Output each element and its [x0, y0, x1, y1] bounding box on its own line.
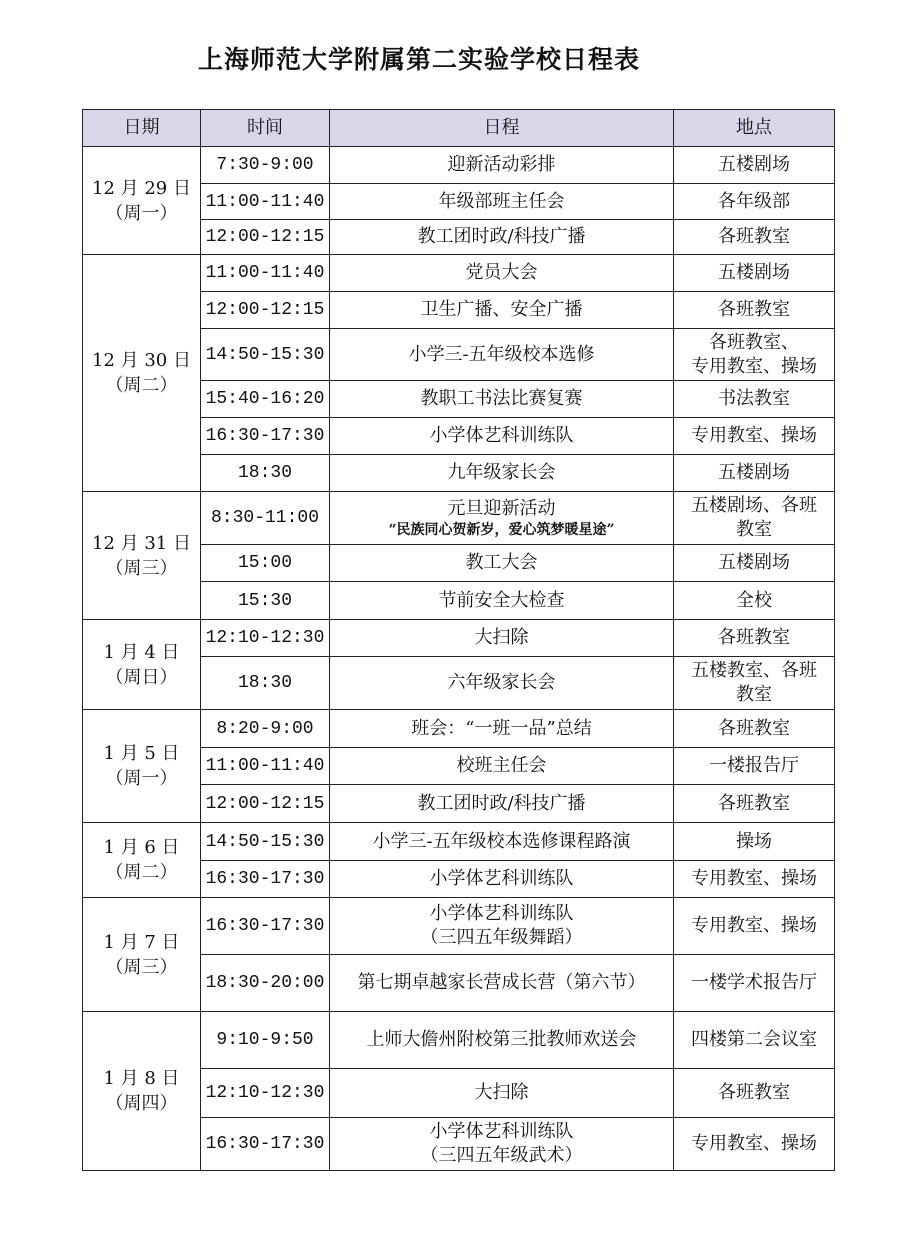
table-row [83, 620, 835, 657]
event-text: 迎新活动彩排 [447, 154, 556, 175]
table-row [83, 147, 835, 184]
time-cell: 15:00 [201, 545, 330, 582]
place-text: 五楼剧场 [718, 154, 790, 175]
date-text: 1 月 8 日 [103, 1068, 180, 1089]
event-cell [330, 861, 674, 898]
date-cell [83, 1012, 201, 1171]
place-text: 各班教室 [718, 627, 790, 648]
event-cell [330, 1069, 674, 1118]
place-cell [674, 823, 835, 861]
table-row [83, 1012, 835, 1069]
time-cell: 8:20-9:00 [201, 710, 330, 748]
place-text: 各班教室 [718, 299, 790, 320]
event-text: 九年级家长会 [447, 462, 556, 483]
place-text: 五楼剧场、各班 [691, 495, 817, 516]
event-cell [330, 710, 674, 748]
place-text-line2: 专用教室、操场 [691, 355, 817, 377]
event-cell [330, 455, 674, 492]
weekday-text: （周三） [105, 956, 178, 978]
date-text: 12 月 29 日 [92, 177, 191, 199]
weekday-text: （周二） [105, 862, 178, 883]
event-text: 小学体艺科训练队 [429, 868, 574, 889]
event-text: 节前安全大检查 [438, 589, 565, 611]
date-text: 1 月 5 日 [103, 743, 180, 764]
date-cell [83, 255, 201, 492]
place-text: 书法教室 [718, 388, 790, 409]
place-cell [674, 582, 835, 620]
date-cell [83, 492, 201, 620]
place-cell [674, 455, 835, 492]
time-cell: 8:30-11:00 [201, 492, 330, 545]
date-text: 1 月 6 日 [103, 837, 180, 858]
place-text-line2: 教室 [736, 684, 772, 705]
table-row [83, 710, 835, 748]
place-cell [674, 748, 835, 785]
place-text: 五楼剧场 [718, 462, 790, 483]
event-cell [330, 898, 674, 955]
place-cell [674, 657, 835, 710]
weekday-text: （周二） [105, 375, 178, 396]
place-cell [674, 492, 835, 545]
event-cell [330, 955, 674, 1012]
event-text: 年级部班主任会 [438, 190, 565, 212]
event-text: 教工团时政/科技广播 [417, 792, 586, 814]
place-cell [674, 861, 835, 898]
time-cell: 12:10-12:30 [201, 1069, 330, 1118]
place-text: 专用教室、操场 [691, 915, 817, 936]
event-cell [330, 220, 674, 255]
place-cell [674, 1118, 835, 1171]
time-cell: 15:30 [201, 582, 330, 620]
event-cell [330, 748, 674, 785]
event-cell [330, 329, 674, 381]
time-cell: 16:30-17:30 [201, 418, 330, 455]
date-cell [83, 620, 201, 710]
time-cell: 14:50-15:30 [201, 329, 330, 381]
place-text-line2: 教室 [736, 519, 772, 540]
event-subtitle: “民族同心贺新岁，爱心筑梦暖星途” [388, 522, 615, 538]
event-cell [330, 184, 674, 220]
place-cell [674, 1012, 835, 1069]
event-text: 教工团时政/科技广播 [417, 226, 586, 247]
place-text: 一楼学术报告厅 [691, 972, 817, 993]
event-text: 卫生广播、安全广播 [420, 299, 583, 320]
event-text: 六年级家长会 [447, 672, 556, 693]
time-cell: 7:30-9:00 [201, 147, 330, 184]
table-row [83, 823, 835, 861]
place-cell [674, 220, 835, 255]
place-text: 各班教室 [718, 226, 790, 247]
place-cell [674, 147, 835, 184]
place-text: 操场 [736, 830, 772, 852]
event-cell [330, 255, 674, 292]
place-text: 专用教室、操场 [691, 425, 817, 446]
place-text: 四楼第二会议室 [691, 1029, 817, 1050]
event-text: 上师大儋州附校第三批教师欢送会 [366, 1029, 637, 1050]
event-cell [330, 785, 674, 823]
place-cell [674, 545, 835, 582]
place-cell [674, 184, 835, 220]
place-text: 五楼教室、各班 [691, 660, 817, 681]
event-text: 元旦迎新活动 [447, 498, 556, 519]
event-text: 党员大会 [465, 262, 538, 283]
date-cell [83, 710, 201, 823]
place-cell [674, 785, 835, 823]
place-cell [674, 710, 835, 748]
time-cell: 18:30-20:00 [201, 955, 330, 1012]
place-text: 各班教室 [718, 717, 790, 739]
place-cell [674, 292, 835, 329]
date-text: 1 月 4 日 [103, 641, 180, 663]
place-cell [674, 620, 835, 657]
place-text: 全校 [736, 589, 772, 611]
place-cell [674, 329, 835, 381]
schedule-table [82, 109, 835, 1171]
weekday-text: （周四） [105, 1093, 178, 1114]
event-text-line2: （三四五年级舞蹈） [420, 927, 583, 948]
schedule-body [83, 147, 835, 1171]
event-text: 教职工书法比赛复赛 [420, 388, 583, 409]
time-cell: 15:40-16:20 [201, 381, 330, 418]
event-cell [330, 1012, 674, 1069]
time-cell: 14:50-15:30 [201, 823, 330, 861]
weekday-text: （周一） [105, 768, 178, 789]
place-cell [674, 255, 835, 292]
weekday-text: （周日） [105, 666, 178, 688]
time-cell: 11:00-11:40 [201, 184, 330, 220]
place-cell [674, 381, 835, 418]
place-text: 各年级部 [718, 190, 790, 212]
time-cell: 9:10-9:50 [201, 1012, 330, 1069]
event-cell [330, 545, 674, 582]
place-text: 各班教室 [718, 792, 790, 814]
date-cell [83, 898, 201, 1012]
event-cell [330, 1118, 674, 1171]
time-cell: 12:00-12:15 [201, 785, 330, 823]
time-cell: 16:30-17:30 [201, 1118, 330, 1171]
header-time: 时间 [201, 110, 330, 147]
place-text: 各班教室、 [709, 331, 799, 353]
event-text: 大扫除 [474, 627, 529, 648]
event-cell [330, 620, 674, 657]
table-row [83, 492, 835, 545]
time-cell: 18:30 [201, 657, 330, 710]
weekday-text: （周一） [105, 202, 178, 224]
event-text: 第七期卓越家长营成长营（第六节） [357, 972, 646, 993]
date-cell [83, 147, 201, 255]
date-text: 12 月 30 日 [92, 350, 191, 371]
place-text: 各班教室 [718, 1082, 790, 1103]
header-row [83, 110, 835, 147]
event-text: 班会：“一班一品”总结 [411, 717, 592, 739]
place-text: 五楼剧场 [718, 262, 790, 283]
header-event: 日程 [330, 110, 674, 147]
event-text-line2: （三四五年级武术） [420, 1145, 583, 1166]
event-cell [330, 492, 674, 545]
time-cell: 16:30-17:30 [201, 861, 330, 898]
event-text: 大扫除 [474, 1082, 529, 1103]
event-cell [330, 657, 674, 710]
page-title: 上海师范大学附属第二实验学校日程表 [198, 45, 641, 74]
time-cell: 16:30-17:30 [201, 898, 330, 955]
date-cell [83, 823, 201, 898]
header-date: 日期 [83, 110, 201, 147]
header-place: 地点 [674, 110, 835, 147]
event-cell [330, 147, 674, 184]
place-text: 五楼剧场 [718, 552, 790, 573]
place-cell [674, 1069, 835, 1118]
time-cell: 12:00-12:15 [201, 220, 330, 255]
date-text: 1 月 7 日 [103, 931, 180, 953]
place-cell [674, 955, 835, 1012]
event-text: 小学体艺科训练队 [429, 1121, 574, 1142]
place-cell [674, 898, 835, 955]
event-text: 小学体艺科训练队 [429, 425, 574, 446]
place-text: 一楼报告厅 [709, 755, 799, 776]
time-cell: 11:00-11:40 [201, 255, 330, 292]
event-cell [330, 823, 674, 861]
event-cell [330, 381, 674, 418]
event-text: 校班主任会 [456, 755, 547, 776]
table-row [83, 898, 835, 955]
event-text: 小学体艺科训练队 [429, 903, 574, 924]
place-cell [674, 418, 835, 455]
event-cell [330, 418, 674, 455]
weekday-text: （周三） [105, 557, 178, 579]
table-row [83, 255, 835, 292]
place-text: 专用教室、操场 [691, 868, 817, 889]
date-text: 12 月 31 日 [92, 532, 191, 554]
event-text: 小学三-五年级校本选修课程路演 [372, 830, 631, 852]
event-cell [330, 582, 674, 620]
place-text: 专用教室、操场 [691, 1133, 817, 1154]
time-cell: 11:00-11:40 [201, 748, 330, 785]
time-cell: 18:30 [201, 455, 330, 492]
time-cell: 12:00-12:15 [201, 292, 330, 329]
event-cell [330, 292, 674, 329]
time-cell: 12:10-12:30 [201, 620, 330, 657]
event-text: 教工大会 [465, 552, 538, 573]
event-text: 小学三-五年级校本选修 [408, 343, 595, 365]
